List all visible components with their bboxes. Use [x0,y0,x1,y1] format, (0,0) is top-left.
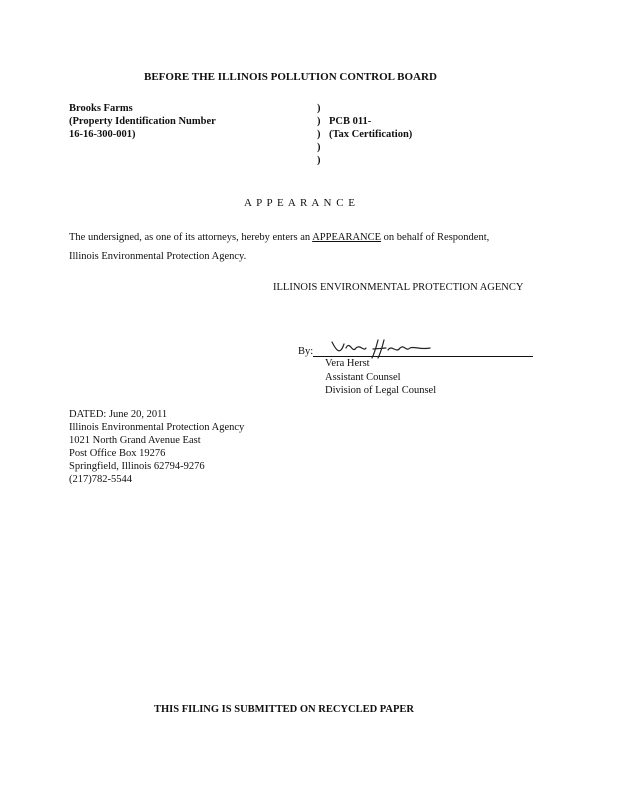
bracket: ) [317,142,321,153]
caption-left [69,102,216,141]
recycled-paper-note: THIS FILING IS SUBMITTED ON RECYCLED PAPER [154,704,415,715]
phone-line: (217)782-5544 [69,474,132,485]
section-heading: A P P E A R A N C E [244,197,357,209]
address-block [69,408,244,486]
page-title: BEFORE THE ILLINOIS POLLUTION CONTROL BOARD [144,71,437,83]
bracket: ) [317,155,321,166]
caption-right [329,115,412,141]
caption-left-line: 16-16-300-001) [69,129,136,140]
body-text: on behalf of Respondent, [381,232,490,243]
address-line: Post Office Box 19276 [69,448,166,459]
bracket: ) [317,103,321,114]
appearance-emphasis: APPEARANCE [312,232,382,243]
case-number: PCB 011- [329,116,372,127]
respondent-line: Illinois Environmental Protection Agency. [69,251,247,262]
address-line: Illinois Environmental Protection Agency [69,422,245,433]
caption-left-line: (Property Identification Number [69,116,216,127]
agency-name: ILLINOIS ENVIRONMENTAL PROTECTION AGENCY [273,282,524,293]
bracket: ) [317,116,321,127]
address-line: Springfield, Illinois 62794-9276 [69,461,205,472]
handwritten-signature [326,336,436,360]
address-line: 1021 North Grand Avenue East [69,435,201,446]
body-text: The undersigned, as one of its attorneys, hereby enters an [69,232,313,243]
signer-title: Assistant Counsel [325,372,401,383]
dated-line: DATED: June 20, 2011 [69,409,168,420]
signer-name: Vera Herst [325,358,370,369]
caption-left-line: Brooks Farms [69,103,133,114]
case-type: (Tax Certification) [329,129,413,140]
bracket: ) [317,129,321,140]
by-label: By: [298,346,314,357]
signer-division: Division of Legal Counsel [325,385,437,396]
appearance-body [69,232,489,243]
caption-brackets [317,102,321,167]
